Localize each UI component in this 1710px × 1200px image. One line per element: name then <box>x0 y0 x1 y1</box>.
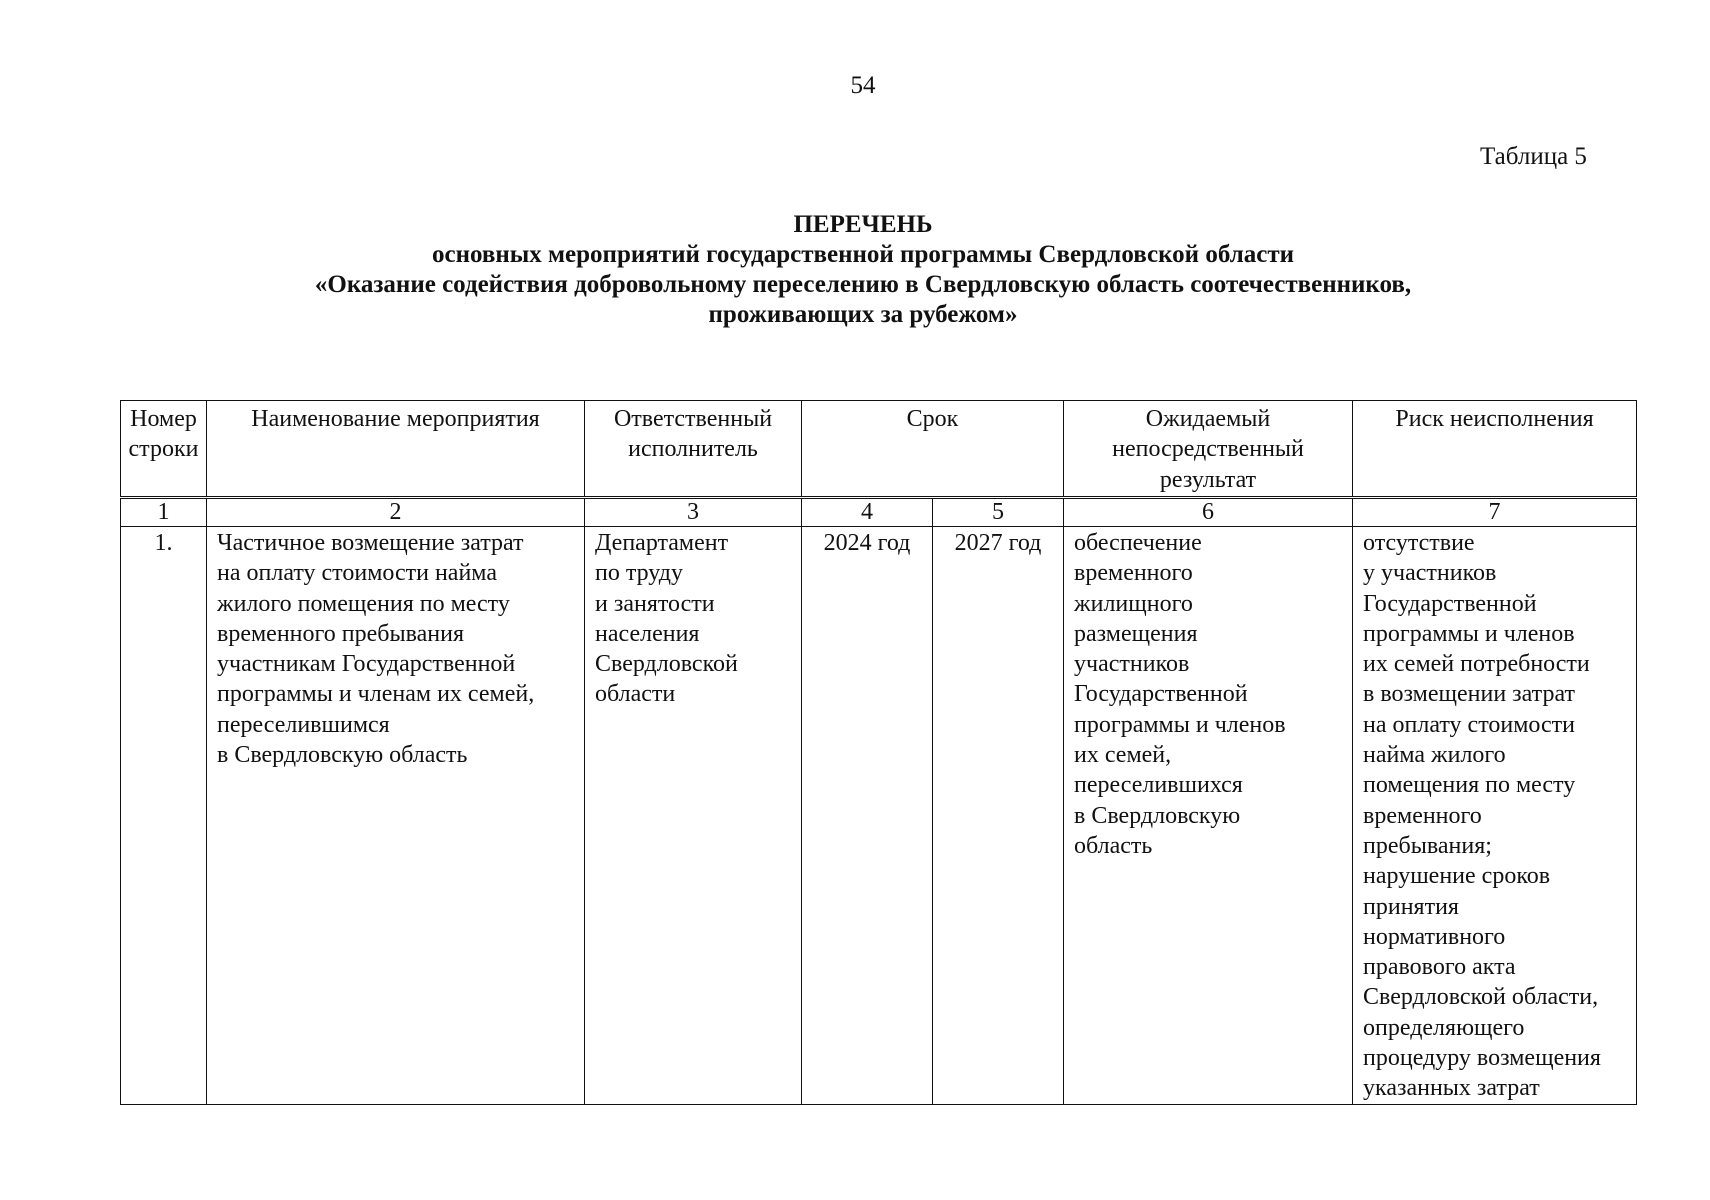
risk-line: процедуру возмещения <box>1363 1045 1601 1072</box>
result-cell <box>1064 527 1353 1105</box>
title-line-1: ПЕРЕЧЕНЬ <box>793 211 933 238</box>
risk-line: в возмещении затрат <box>1363 681 1575 708</box>
risk-line: пребывания; <box>1363 832 1492 859</box>
header-result-line: Ожидаемый <box>1145 406 1271 432</box>
event-name-line: в Свердловскую область <box>217 742 468 769</box>
table-row <box>121 527 1637 1105</box>
event-name-line: на оплату стоимости найма <box>217 560 497 587</box>
document-title <box>0 210 1710 330</box>
end-year-cell: 2027 год <box>933 527 1064 1105</box>
header-executor-line: исполнитель <box>628 436 758 463</box>
executor-line: Департамент <box>595 530 729 556</box>
result-line: обеспечение <box>1074 530 1202 556</box>
header-row-number-line: строки <box>128 436 199 463</box>
header-row-number <box>121 401 207 498</box>
executor-line: области <box>595 681 676 708</box>
header-result-line: результат <box>1159 466 1257 493</box>
title-line-2: основных мероприятий государственной программы Свердловской области <box>431 241 1295 268</box>
executor-cell <box>585 527 802 1105</box>
risk-line: помещения по месту <box>1363 772 1576 799</box>
risk-line: отсутствие <box>1363 530 1475 556</box>
risk-line: нарушение сроков <box>1363 863 1551 890</box>
risk-line: принятия <box>1363 893 1459 920</box>
result-line: в Свердловскую <box>1074 802 1241 829</box>
risk-line: Свердловской области, <box>1363 984 1599 1011</box>
column-number: 4 <box>802 498 933 527</box>
risk-line: у участников <box>1363 560 1497 587</box>
event-name-line: программы и членам их семей, <box>217 681 535 708</box>
event-name-line: жилого помещения по месту <box>217 590 510 617</box>
table-label: Таблица 5 <box>1480 143 1587 170</box>
header-risk: Риск неисполнения <box>1353 401 1637 498</box>
column-number: 5 <box>933 498 1064 527</box>
event-name-cell <box>207 527 585 1105</box>
event-name-line: переселившимся <box>217 711 390 738</box>
title-line-3: «Оказание содействия добровольному переселению в Свердловскую область соотечественников, <box>314 271 1412 298</box>
column-number-row <box>121 498 1637 527</box>
risk-line: на оплату стоимости <box>1363 711 1575 738</box>
risk-line: нормативного <box>1363 923 1506 950</box>
header-result <box>1064 401 1353 498</box>
column-number: 7 <box>1353 498 1637 527</box>
result-line: размещения <box>1074 620 1198 647</box>
risk-line: указанных затрат <box>1363 1075 1540 1102</box>
result-line: программы и членов <box>1074 711 1286 738</box>
column-number: 6 <box>1064 498 1353 527</box>
row-number-cell: 1. <box>121 527 207 1105</box>
result-line: участников <box>1074 651 1190 678</box>
header-row-number-line: Номер <box>130 406 197 432</box>
result-line: переселившихся <box>1074 772 1243 799</box>
header-row <box>121 401 1637 498</box>
title-line-4: проживающих за рубежом» <box>708 301 1018 328</box>
result-line: Государственной <box>1074 681 1248 708</box>
risk-line: найма жилого <box>1363 742 1506 769</box>
column-number: 3 <box>585 498 802 527</box>
risk-line: их семей потребности <box>1363 651 1590 678</box>
column-number: 2 <box>207 498 585 527</box>
risk-cell <box>1353 527 1637 1105</box>
event-name-line: Частичное возмещение затрат <box>217 530 524 556</box>
header-event-name: Наименование мероприятия <box>207 401 585 498</box>
result-line: временного <box>1074 560 1193 587</box>
executor-line: и занятости <box>595 590 715 617</box>
risk-line: временного <box>1363 802 1482 829</box>
column-number: 1 <box>121 498 207 527</box>
event-name-line: участникам Государственной <box>217 651 516 678</box>
page-number: 54 <box>850 72 876 99</box>
executor-line: Свердловской <box>595 651 738 678</box>
start-year-cell: 2024 год <box>802 527 933 1105</box>
event-name-line: временного пребывания <box>217 620 464 647</box>
risk-line: Государственной <box>1363 590 1537 617</box>
result-line: жилищного <box>1074 590 1193 617</box>
risk-line: правового акта <box>1363 954 1516 981</box>
events-table <box>120 400 1637 1105</box>
risk-line: определяющего <box>1363 1014 1525 1041</box>
header-executor <box>585 401 802 498</box>
header-executor-line: Ответственный <box>613 406 773 432</box>
executor-line: населения <box>595 620 700 647</box>
result-line: их семей, <box>1074 742 1172 769</box>
risk-line: программы и членов <box>1363 620 1575 647</box>
header-term: Срок <box>802 401 1064 498</box>
result-line: область <box>1074 832 1153 859</box>
header-result-line: непосредственный <box>1112 436 1304 463</box>
executor-line: по труду <box>595 560 684 587</box>
